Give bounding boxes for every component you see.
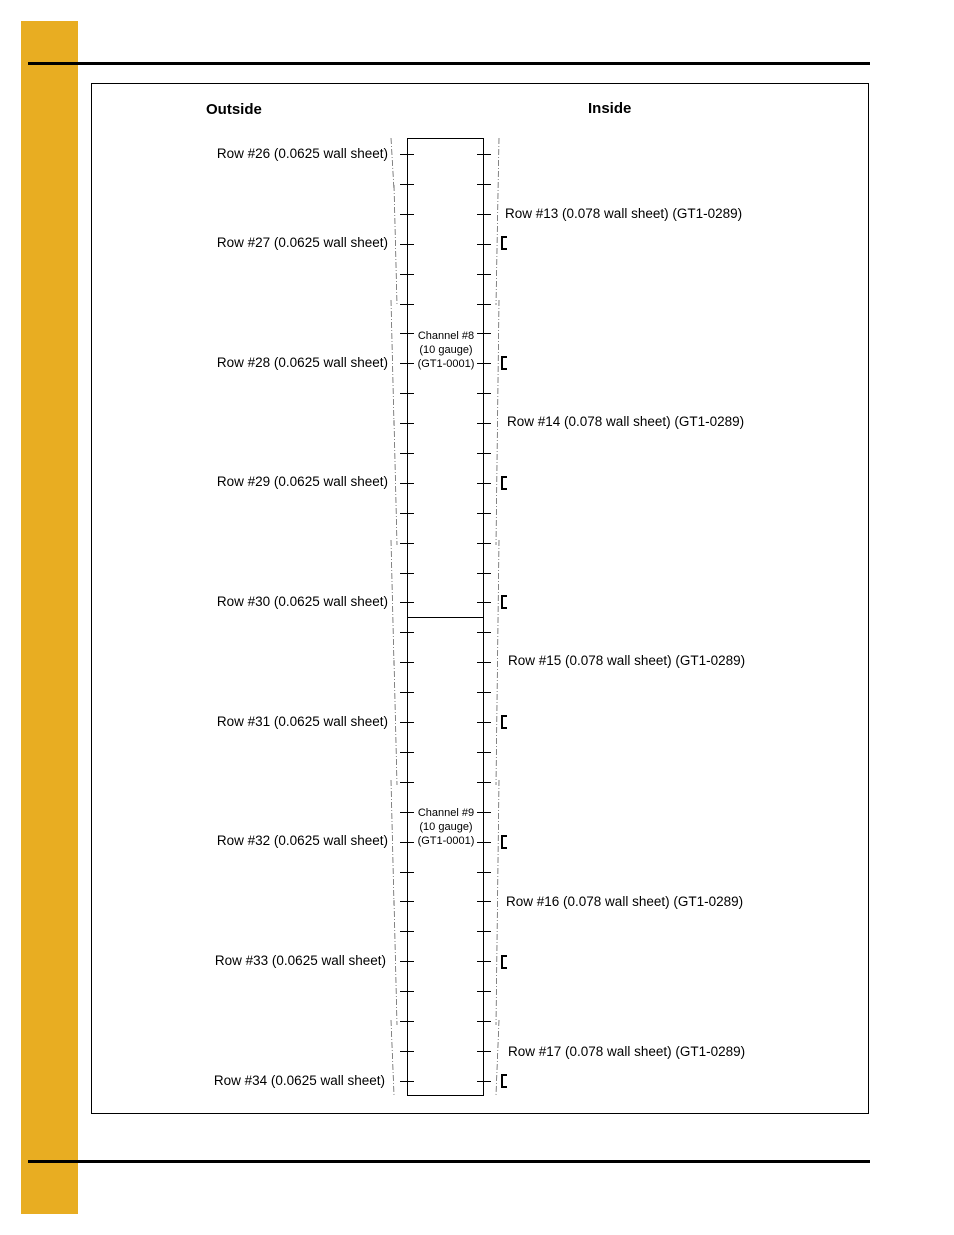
channel-9-label	[408, 806, 484, 848]
sheet-edge	[496, 780, 499, 1025]
sheet-edge	[391, 780, 394, 905]
c-channel-mark	[502, 237, 507, 249]
channel-8	[408, 139, 484, 618]
sheet-edge	[391, 138, 394, 190]
sheet-edge	[394, 900, 397, 1025]
sheet-edge	[394, 660, 397, 785]
inside-row-label: Row #16 (0.078 wall sheet) (GT1-0289)	[506, 894, 744, 909]
outside-row-label: Row #34 (0.0625 wall sheet)	[213, 1073, 385, 1088]
sheet-edge	[391, 1020, 394, 1095]
c-channel-mark	[502, 357, 507, 369]
channel-9	[408, 618, 484, 1096]
inside-row-label: Row #14 (0.078 wall sheet) (GT1-0289)	[507, 414, 745, 429]
sheet-edge	[394, 420, 397, 545]
outside-row-label: Row #26 (0.0625 wall sheet)	[216, 146, 388, 161]
sheet-edge	[391, 540, 394, 665]
outside-row-label: Row #28 (0.0625 wall sheet)	[216, 355, 388, 370]
channel-8-gauge: (10 gauge)	[419, 344, 473, 356]
inside-heading: Inside	[588, 100, 632, 117]
c-channel-mark	[502, 596, 507, 608]
c-channel-mark	[502, 836, 507, 848]
c-marks	[502, 237, 507, 1087]
outside-heading: Outside	[206, 101, 262, 118]
channel-8-name: Channel #8	[417, 330, 475, 342]
outside-row-label: Row #31 (0.0625 wall sheet)	[216, 714, 388, 729]
inside-row-label: Row #13 (0.078 wall sheet) (GT1-0289)	[505, 206, 743, 221]
sheet-edge	[391, 300, 394, 425]
inside-row-label: Row #15 (0.078 wall sheet) (GT1-0289)	[508, 653, 746, 668]
c-channel-mark	[502, 477, 507, 489]
outside-row-label: Row #32 (0.0625 wall sheet)	[216, 833, 388, 848]
c-channel-mark	[502, 716, 507, 728]
sheet-edge	[496, 1020, 499, 1095]
outside-row-label: Row #27 (0.0625 wall sheet)	[216, 235, 388, 250]
sheet-edge	[496, 138, 499, 305]
sheet-edge	[394, 185, 397, 305]
sheet-edge	[496, 300, 499, 545]
channel-9-name: Channel #9	[417, 807, 475, 819]
inside-row-label: Row #17 (0.078 wall sheet) (GT1-0289)	[508, 1044, 746, 1059]
c-channel-mark	[502, 956, 507, 968]
channel-8-part: (GT1-0001)	[417, 358, 475, 370]
channel-8-label	[408, 329, 484, 371]
outside-row-label: Row #29 (0.0625 wall sheet)	[216, 474, 388, 489]
outside-row-label: Row #33 (0.0625 wall sheet)	[214, 953, 386, 968]
channel-9-gauge: (10 gauge)	[419, 821, 473, 833]
channel-9-part: (GT1-0001)	[417, 835, 475, 847]
sheet-edge	[496, 540, 499, 785]
outside-row-label: Row #30 (0.0625 wall sheet)	[216, 594, 388, 609]
c-channel-mark	[502, 1075, 507, 1087]
